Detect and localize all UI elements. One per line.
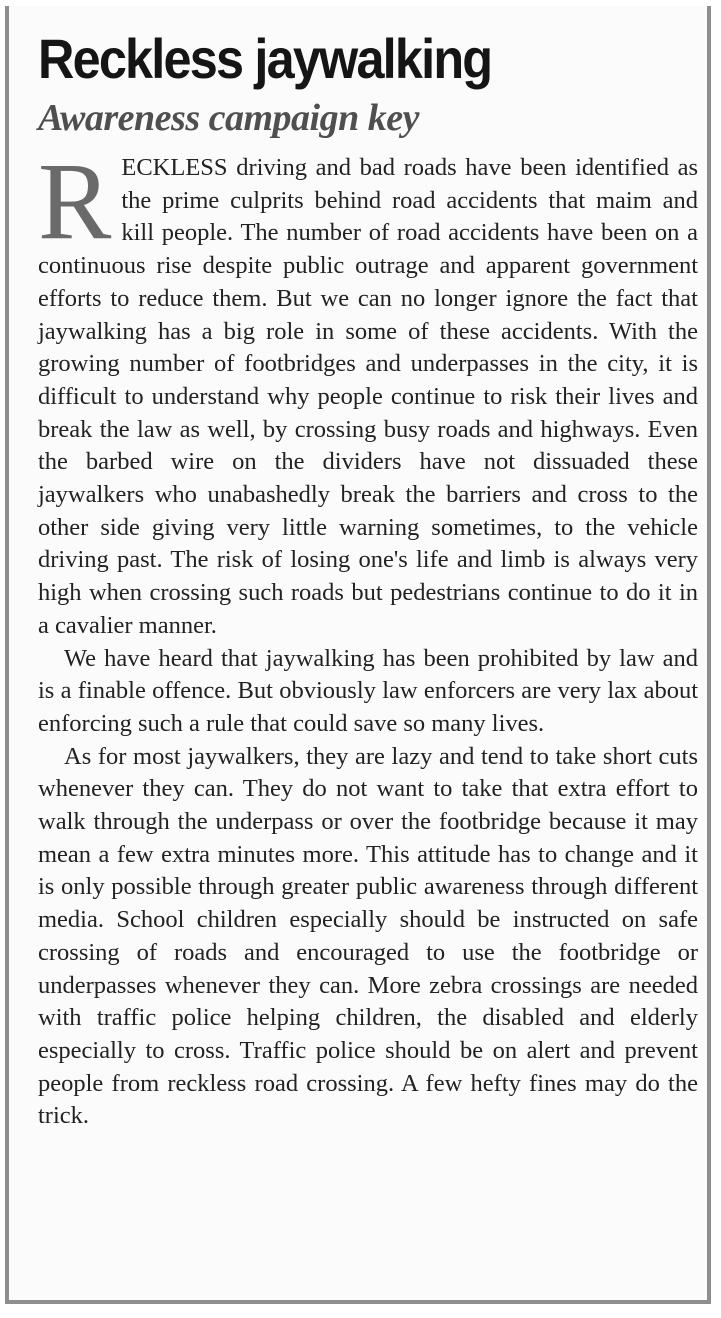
drop-cap: R — [38, 140, 112, 262]
subheadline: Awareness campaign key — [38, 97, 419, 139]
paragraph-3: As for most jaywalkers, they are lazy and tend to take short cuts whenever they can. They do not want to take that extra effort to walk through the underpass or over the footbridge because it may mean a few extra minutes more. This attitude has to change and it is only possible through greater public awareness through different media. School children especially should be instructed on safe crossing of roads and encouraged to use the footbridge or underpasses whenever they can. More zebra crossings are needed with traffic police helping children, the disabled and elderly especially to cross. Traffic police should be on alert and prevent people from reckless road crossing. A few hefty fines may do the trick. — [38, 742, 698, 1130]
article-body — [38, 140, 698, 1133]
article — [38, 28, 698, 1133]
paragraph-1-text: ECKLESS driving and bad roads have been identified as the prime culprits behind road accidents that maim and kill people. The number of road accidents have been on a continuous rise despite public outrage and apparent government efforts to reduce them. But we can no longer ignore the fact that jaywalking has a big role in some of these accidents. With the growing number of footbridges and underpasses in the city, it is difficult to understand why people continue to risk their lives and break the law as well, by crossing busy roads and highways. Even the barbed wire on the dividers have not dissuaded these jaywalkers who unabashedly break the barriers and cross to the other side giving very little warning sometimes, to the vehicle driving past. The risk of losing one's life and limb is always very high when crossing such roads but pedestrians continue to do it in a cavalier manner. — [38, 154, 698, 639]
paragraph-1 — [38, 140, 698, 643]
headline: Reckless jaywalking — [38, 27, 492, 90]
article-frame — [5, 6, 711, 1304]
paragraph-2: We have heard that jaywalking has been prohibited by law and is a finable offence. But obviously law enforcers are very lax about enforcing such a rule that could save so many lives. — [38, 644, 698, 737]
